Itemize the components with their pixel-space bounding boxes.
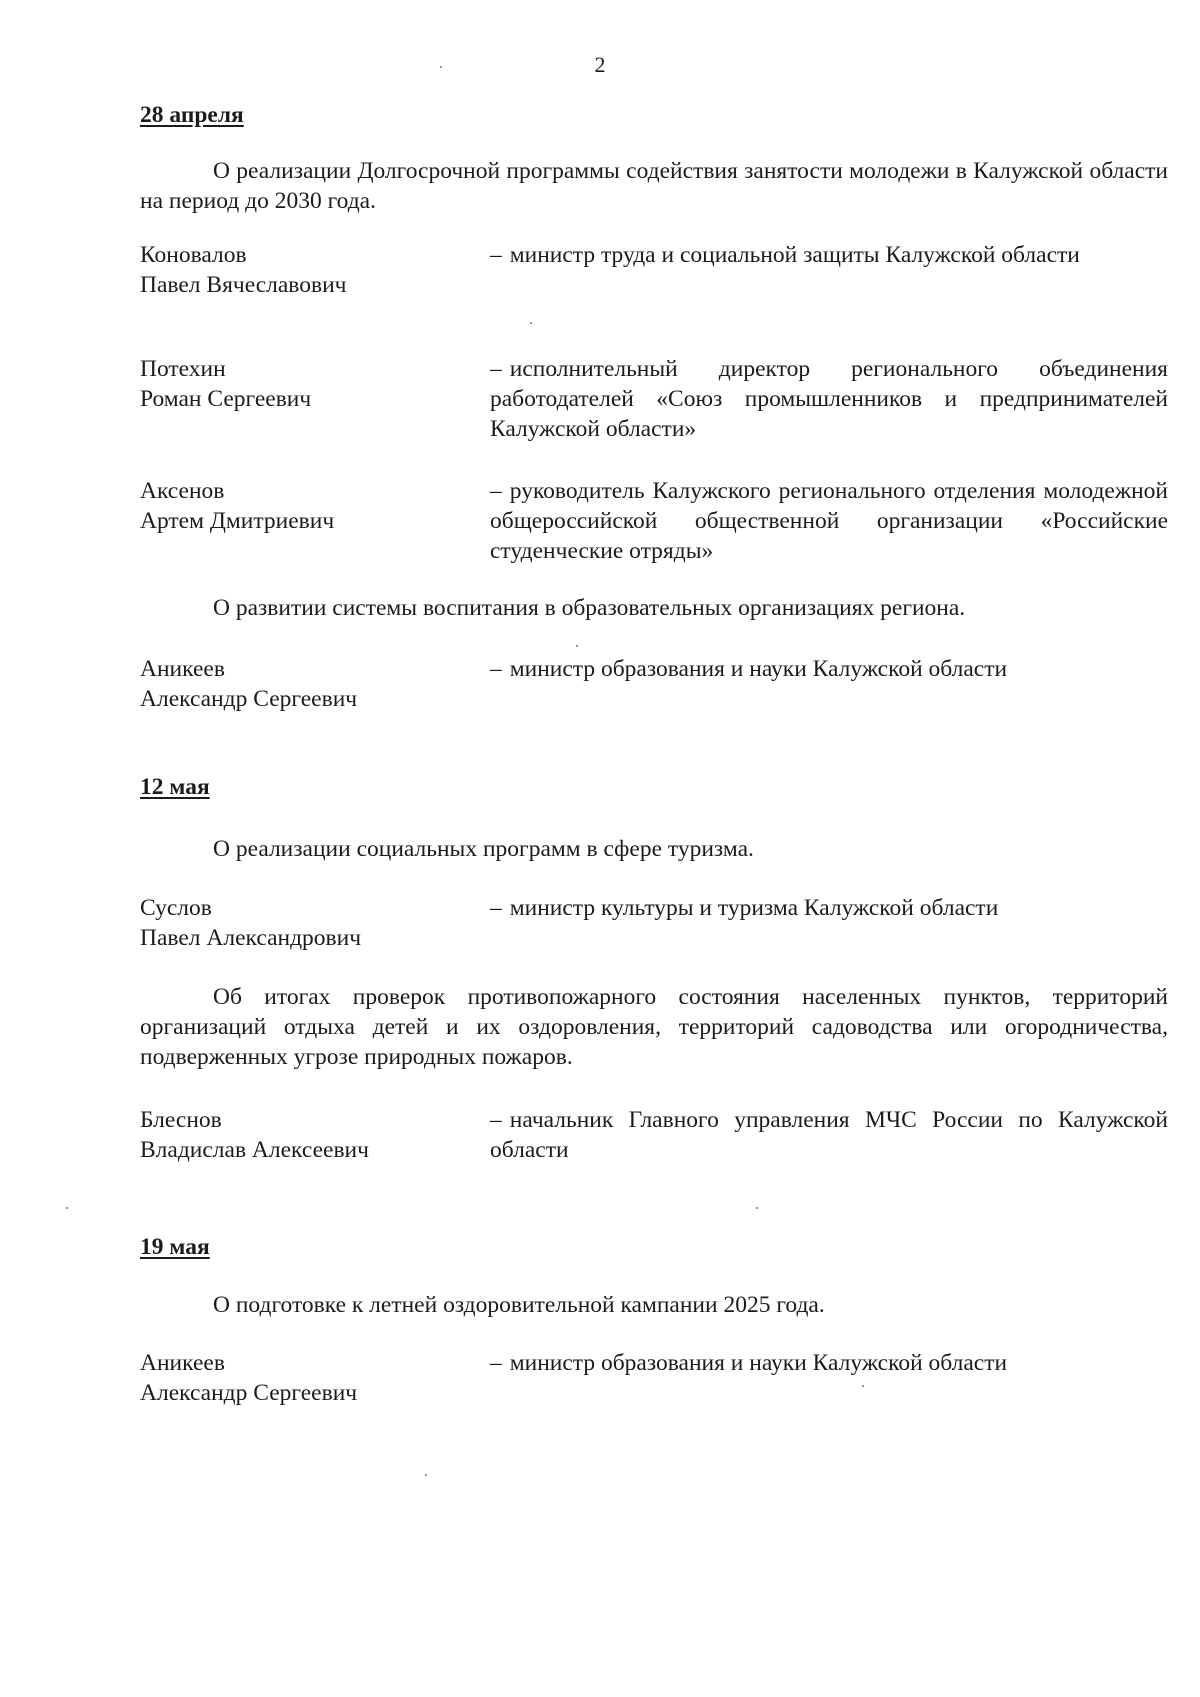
page-number: 2 — [594, 52, 606, 77]
speaker-given-name: Роман Сергеевич — [140, 386, 312, 412]
speaker-surname: Блеснов — [140, 1107, 222, 1133]
speaker-name — [140, 240, 480, 300]
speaker-role — [490, 1105, 1168, 1165]
speaker-role-text: исполнительный директор регионального объединения работодателей «Союз промышленников и предпринимателей Калужской области» — [490, 356, 1168, 442]
speaker-name — [140, 893, 480, 953]
speaker-role-text: министр труда и социальной защиты Калужской области — [509, 242, 1080, 268]
speaker-name — [140, 354, 480, 414]
agenda-topic: О развитии системы воспитания в образовательных организациях региона. — [213, 595, 966, 621]
speaker-given-name: Павел Александрович — [140, 925, 362, 951]
dash: – — [490, 895, 502, 921]
speaker-given-name: Александр Сергеевич — [140, 1380, 358, 1406]
speaker-given-name: Александр Сергеевич — [140, 686, 358, 712]
dash: – — [490, 1107, 502, 1133]
dash: – — [490, 242, 502, 268]
speaker-name — [140, 476, 480, 536]
scan-speck — [530, 322, 532, 324]
section-date: 28 апреля — [140, 102, 244, 128]
scan-speck — [425, 1474, 427, 1476]
speaker-name — [140, 1348, 480, 1408]
speaker-given-name: Артем Дмитриевич — [140, 508, 335, 534]
speaker-role-text: министр образования и науки Калужской области — [509, 656, 1008, 682]
speaker-surname: Коновалов — [140, 242, 247, 268]
speaker-given-name: Владислав Алексеевич — [140, 1137, 369, 1163]
speaker-surname: Потехин — [140, 356, 226, 382]
dash: – — [490, 356, 502, 382]
agenda-topic: О реализации Долгосрочной программы содействия занятости молодежи в Калужской области на период до 2030 года. — [140, 158, 1168, 214]
speaker-surname: Суслов — [140, 895, 212, 921]
speaker-role-text: министр культуры и туризма Калужской области — [509, 895, 999, 921]
speaker-role — [490, 476, 1168, 566]
dash: – — [490, 1350, 502, 1376]
speaker-role-text: руководитель Калужского регионального отделения молодежной общероссийской общественной организации «Российские студенческие отряды» — [490, 478, 1168, 564]
section-date: 19 мая — [140, 1234, 210, 1260]
scan-speck — [862, 1385, 864, 1387]
scan-speck — [576, 645, 578, 647]
agenda-topic: Об итогах проверок противопожарного состояния населенных пунктов, территорий организаций отдыха детей и их оздоровления, территорий садоводства или огородничества, подверженных угрозе природных пожаров. — [140, 984, 1168, 1070]
speaker-role — [490, 654, 1168, 684]
speaker-role — [490, 1348, 1168, 1378]
section-date: 12 мая — [140, 774, 210, 800]
speaker-name — [140, 654, 480, 714]
speaker-role — [490, 240, 1168, 270]
agenda-topic: О подготовке к летней оздоровительной кампании 2025 года. — [213, 1292, 825, 1318]
speaker-surname: Аксенов — [140, 478, 225, 504]
speaker-surname: Аникеев — [140, 656, 225, 682]
dash: – — [490, 656, 502, 682]
dash: – — [490, 478, 502, 504]
speaker-role-text: начальник Главного управления МЧС России по Калужской области — [490, 1107, 1168, 1163]
scan-speck — [440, 66, 442, 68]
speaker-given-name: Павел Вячеславович — [140, 272, 347, 298]
agenda-topic: О реализации социальных программ в сфере туризма. — [213, 836, 754, 862]
speaker-name — [140, 1105, 480, 1165]
speaker-role — [490, 893, 1168, 923]
scan-speck — [756, 1207, 758, 1209]
speaker-role — [490, 354, 1168, 444]
speaker-surname: Аникеев — [140, 1350, 225, 1376]
speaker-role-text: министр образования и науки Калужской области — [509, 1350, 1008, 1376]
scan-speck — [66, 1207, 68, 1209]
